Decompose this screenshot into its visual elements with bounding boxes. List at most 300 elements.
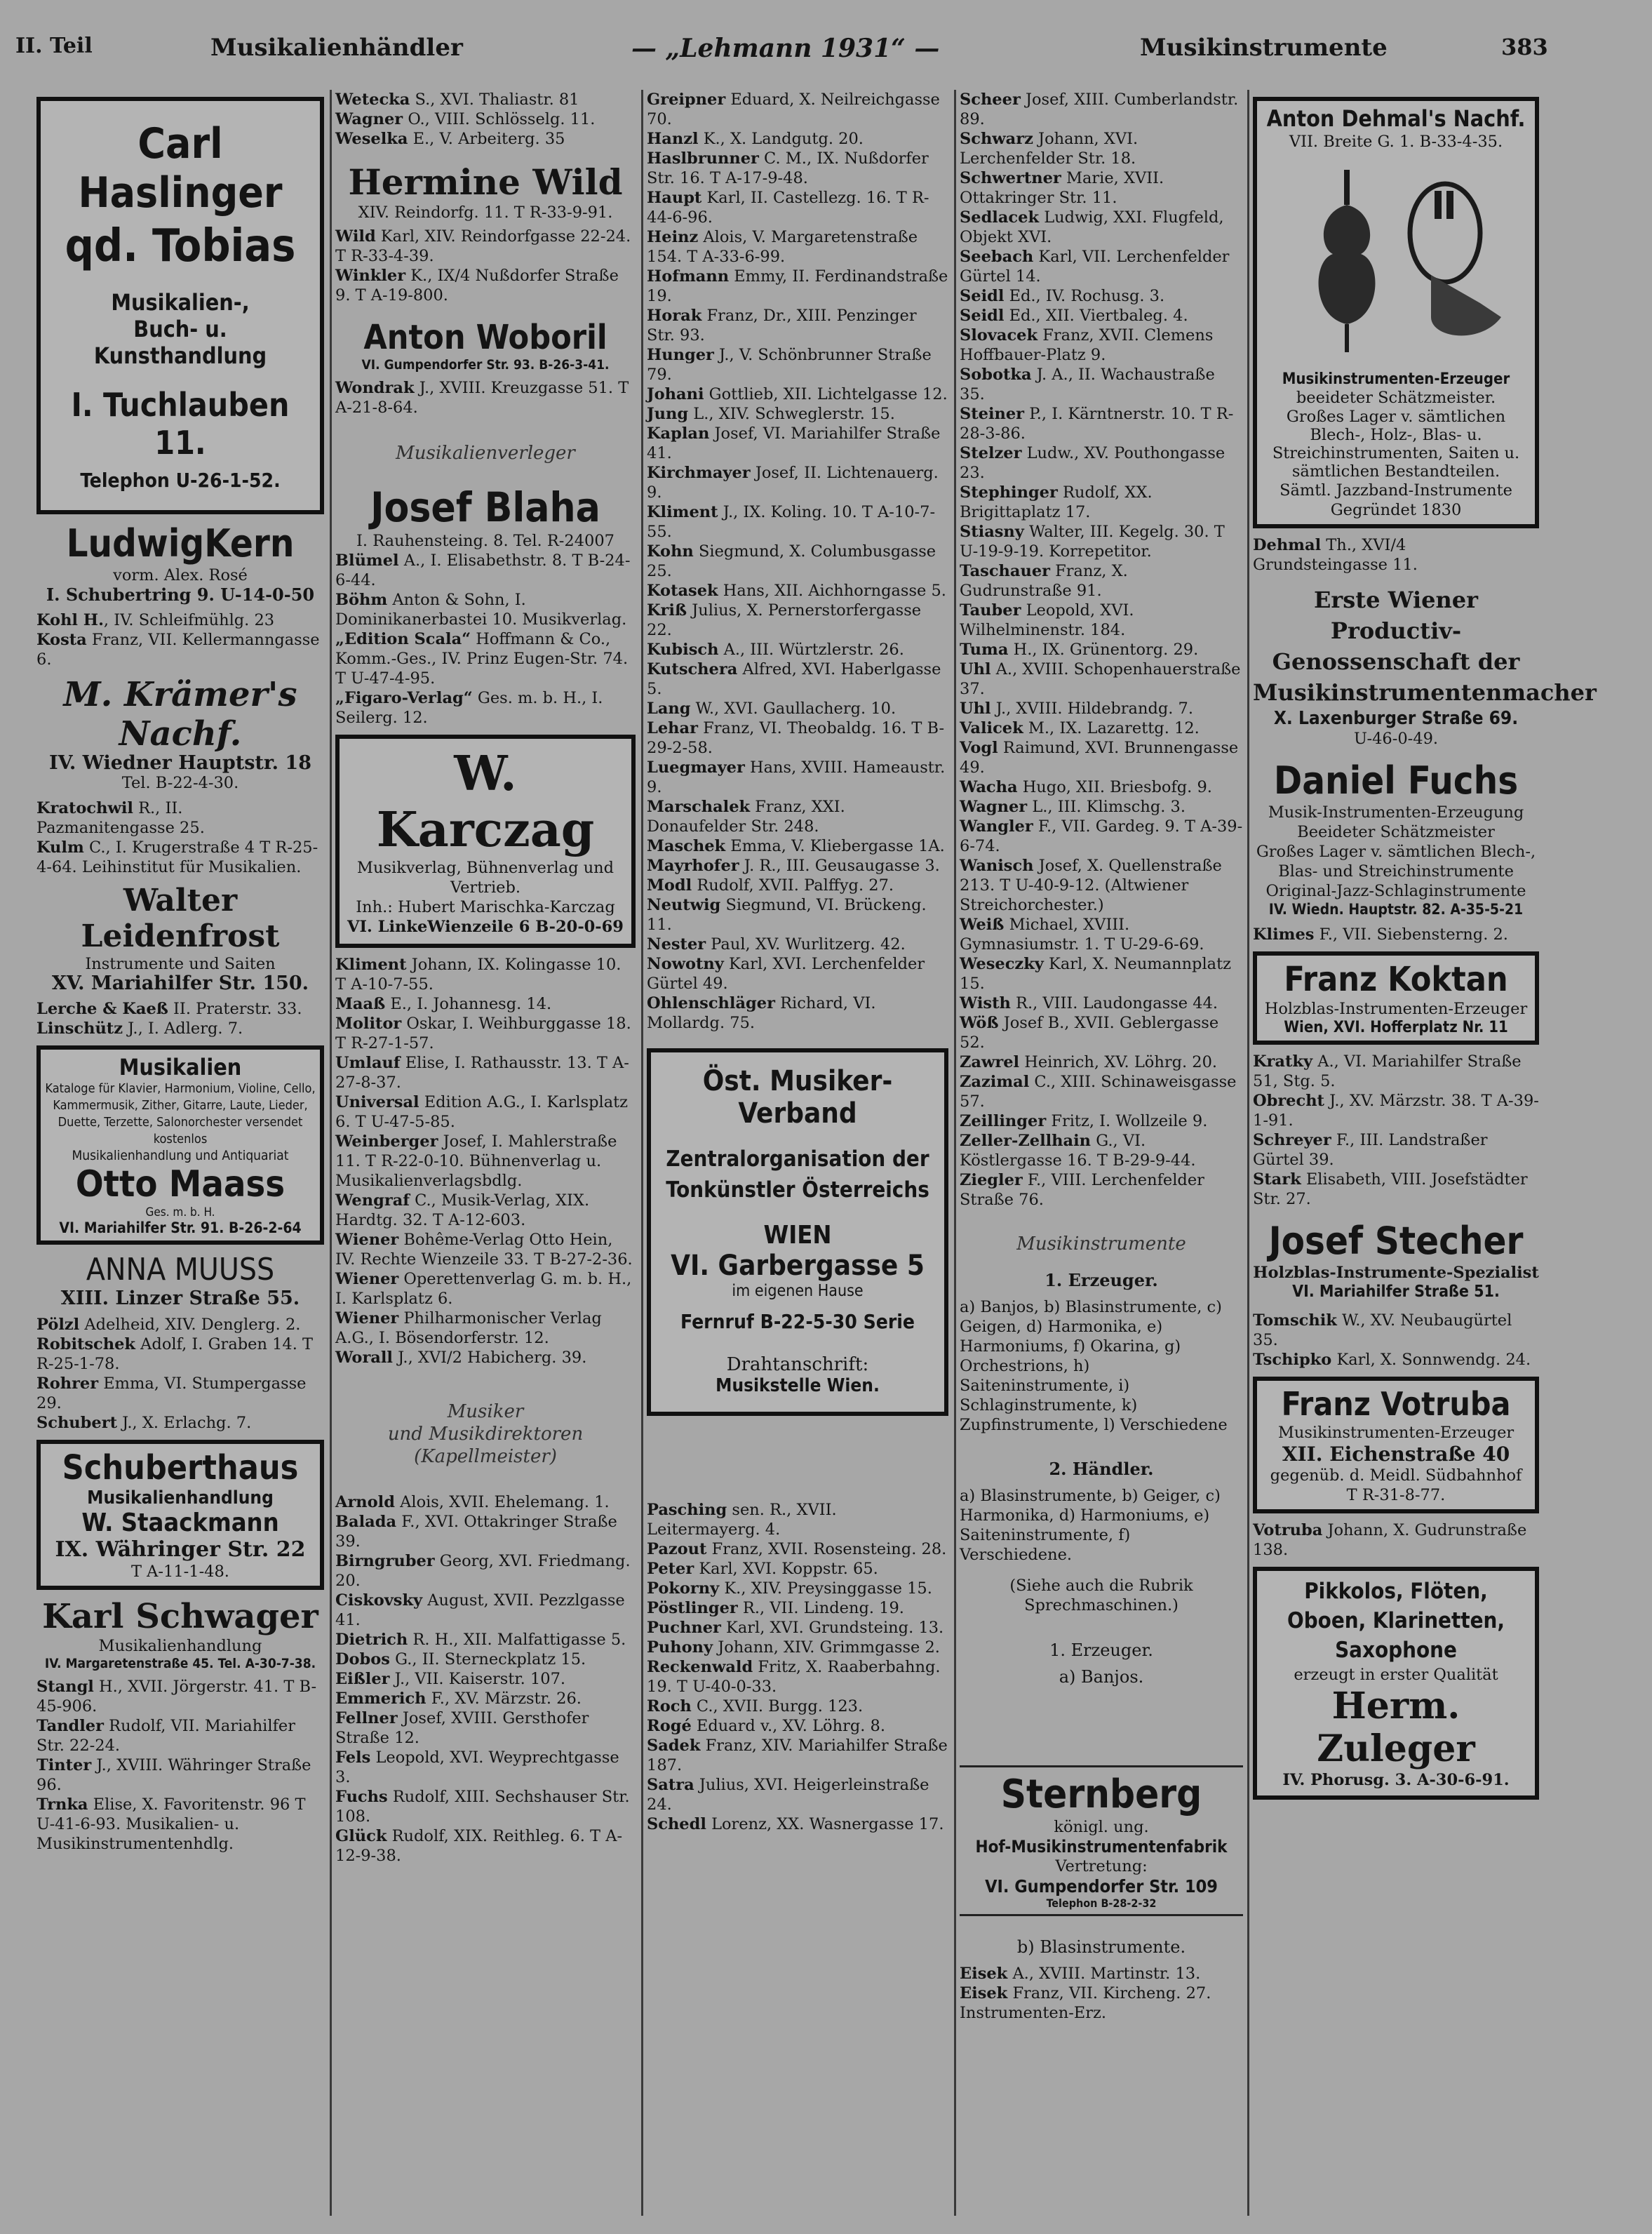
entry-name: Puchner	[647, 1619, 721, 1637]
entry-text: Bohême-Verlag Otto Hein, IV. Rechte Wienzeile 33. T B-27-2-36.	[335, 1231, 633, 1269]
ad-title: Öst. Musiker-Verband	[702, 1065, 893, 1130]
column-rule	[954, 90, 956, 2216]
entry	[36, 1677, 324, 1716]
entry-name: Winkler	[335, 267, 406, 285]
entry-text: F., VIII. Lerchenfelder Straße 76.	[960, 1171, 1204, 1209]
heading-haendler: 2. Händler.	[1049, 1459, 1154, 1479]
ad-title: Anton Woboril	[363, 318, 607, 357]
ad-maass	[36, 1045, 324, 1245]
entry-name: Taschauer	[960, 562, 1051, 580]
ad-phone: Fernruf B-22-5-30 Serie	[680, 1310, 915, 1333]
ad-title: Erste Wiener Productiv-Genossenschaft der Musikinstrumentenmacher	[1253, 587, 1597, 706]
entry	[1253, 1311, 1539, 1350]
entry-text: S., XVI. Thaliastr. 81	[415, 91, 579, 109]
entry-text: Edition A.G., I. Karlsplatz 6. T U-47-5-85.	[335, 1093, 629, 1131]
entry	[647, 267, 948, 306]
entry-text: W., XV. Neubaugürtel 35.	[1253, 1311, 1512, 1349]
entry-text: F., XVI. Ottakringer Straße 39.	[335, 1513, 617, 1551]
entry-name: Kliment	[647, 503, 718, 521]
column-rule	[641, 90, 643, 2216]
entry	[335, 1053, 636, 1092]
entry	[335, 1650, 636, 1669]
entry-text: H., XVII. Jörgerstr. 41. T B-45-906.	[36, 1678, 317, 1715]
page-number: 383	[1501, 34, 1548, 60]
entry	[960, 247, 1243, 286]
entry	[960, 797, 1243, 817]
entry-text: Franz, Dr., XIII. Penzinger Str. 93.	[647, 307, 917, 345]
entry	[335, 1551, 636, 1591]
ad-phone: T A-11-1-48.	[131, 1563, 229, 1581]
entry-text: F., III. Landstraßer Gürtel 39.	[1253, 1131, 1488, 1169]
entry	[1253, 1130, 1539, 1170]
entry	[647, 188, 948, 227]
ad-owner: Inh.: Hubert Marischka-Karczag	[356, 898, 615, 916]
entry-name: Kutschera	[647, 660, 738, 678]
entry-name: Kubisch	[647, 641, 719, 659]
entry-text: Siegmund, X. Columbusgasse 25.	[647, 542, 936, 580]
entry-text: Walter, III. Kegelg. 30. T U-19-9-19. Korrepetitor.	[960, 523, 1225, 561]
ad-address: Wien, XVI. Hofferplatz Nr. 11	[1284, 1019, 1508, 1036]
entry-name: Pokorny	[647, 1579, 720, 1598]
entry-name: Kaplan	[647, 424, 710, 443]
entry	[335, 227, 636, 266]
entry	[960, 522, 1243, 561]
entry-text: Hugo, XII. Briesbofg. 9.	[1022, 778, 1212, 796]
entry-name: Wagner	[335, 110, 403, 128]
entry-name: Obrecht	[1253, 1092, 1324, 1110]
heading-line: (Kapellmeister)	[414, 1446, 557, 1467]
entry-name: Schreyer	[1253, 1131, 1331, 1149]
entry-text: Ed., XII. Viertbaleg. 4.	[1009, 307, 1188, 325]
entry-text: J. R., III. Geusaugasse 3.	[744, 857, 940, 875]
entry	[960, 326, 1243, 365]
entry-name: Schwertner	[960, 169, 1061, 187]
entry	[960, 129, 1243, 168]
entry-name: Robitschek	[36, 1335, 136, 1353]
ad-address: XIV. Reindorfg. 11. T R-33-9-91.	[358, 203, 613, 222]
entry-name: Wisth	[960, 994, 1011, 1012]
ad-company: Herm. Zuleger	[1317, 1685, 1475, 1770]
entry-name: Hunger	[647, 346, 714, 364]
ad-company: Otto Maass	[75, 1163, 286, 1205]
entry	[647, 836, 948, 856]
entry-name: Heinz	[647, 228, 699, 246]
ad-title: Schuberthaus	[62, 1448, 299, 1487]
entry	[647, 1814, 948, 1834]
entry-name: Weseczky	[960, 955, 1044, 973]
entry	[960, 1111, 1243, 1131]
entry	[335, 1669, 636, 1689]
entry-text: Elise, X. Favoritenstr. 96 T U-41-6-93. Musikalien- u. Musikinstrumentenhdlg.	[36, 1795, 306, 1853]
entry	[36, 1755, 324, 1795]
ad-sternberg	[960, 1772, 1243, 1910]
ad-title: W. Karczag	[376, 746, 595, 858]
entry-name: Seidl	[960, 307, 1005, 325]
ad-text: Sämtl. Jazzband-Instrumente	[1280, 481, 1512, 500]
entry-name: Greipner	[647, 91, 726, 109]
entry-text: Karl, VII. Lerchenfelder Gürtel 14.	[960, 248, 1230, 286]
entry-text: II. Praterstr. 33.	[173, 1000, 302, 1018]
ad-text: Musikinstrumenten-Erzeuger	[1282, 370, 1510, 388]
entry-text: Georg, XVI. Friedmang. 20.	[335, 1552, 631, 1590]
entry-text: Johann, IX. Kolingasse 10. T A-10-7-55.	[335, 956, 622, 994]
ad-address: XIII. Linzer Straße 55.	[60, 1287, 300, 1309]
entry-text: Josef, XVIII. Gersthofer Straße 12.	[335, 1709, 589, 1747]
entry-text: J., XVIII. Kreuzgasse 51. T A-21-8-64.	[335, 379, 629, 417]
entry	[647, 345, 948, 384]
entry	[960, 168, 1243, 208]
entry-name: Haupt	[647, 189, 702, 207]
entry-name: Pölzl	[36, 1316, 80, 1334]
entry	[960, 1052, 1243, 1072]
heading-erzeuger-2: 1. Erzeuger.	[1049, 1640, 1153, 1660]
entry	[36, 1716, 324, 1755]
entry-text: Karl, XVI. Grundsteing. 13.	[726, 1619, 944, 1637]
entry-text: Johann, X. Gudrunstraße 138.	[1253, 1521, 1527, 1559]
entry	[647, 895, 948, 935]
entry	[960, 954, 1243, 994]
entry-name: Tomschik	[1253, 1311, 1337, 1330]
entry	[960, 1072, 1243, 1111]
ad-text: Original-Jazz-Schlaginstrumente	[1265, 882, 1526, 900]
entry-name: Fels	[335, 1748, 371, 1767]
entry-name: Arnold	[335, 1493, 395, 1511]
entry-text: Johann, XIV. Grimmgasse 2.	[718, 1638, 940, 1657]
entry	[335, 1787, 636, 1826]
entry-name: Pasching	[647, 1501, 727, 1519]
entry-name: Kohl H.	[36, 611, 104, 629]
ad-kern	[36, 521, 324, 605]
entry-text: Emma, VI. Stumpergasse 29.	[36, 1374, 307, 1412]
entry	[647, 1697, 948, 1716]
entry	[647, 1598, 948, 1618]
entry	[647, 876, 948, 895]
entry-name: Tauber	[960, 601, 1021, 620]
entry-text: Anton & Sohn, I. Dominikanerbastei 10. Musikverlag.	[335, 591, 627, 629]
entry-name: Wiener	[335, 1270, 399, 1288]
entry-text: C., XVII. Burgg. 123.	[696, 1697, 864, 1715]
entry	[335, 1230, 636, 1269]
entry-text: J., VII. Kaiserstr. 107.	[394, 1670, 566, 1688]
ad-text: Ges. m. b. H.	[145, 1205, 215, 1219]
entry-name: Kirchmayer	[647, 464, 751, 482]
entry	[960, 365, 1243, 404]
ad-text: Musikalienhandlung	[87, 1487, 274, 1509]
entry-name: Marschalek	[647, 798, 751, 816]
entry-name: Wild	[335, 227, 376, 246]
entry-name: Wöß	[960, 1014, 999, 1032]
entry-name: Linschütz	[36, 1019, 123, 1038]
entry-name: Stangl	[36, 1678, 94, 1696]
entry-text: Karl, XVI. Lerchenfelder Gürtel 49.	[647, 955, 925, 993]
entry-name: „Figaro-Verlag“	[335, 689, 473, 707]
heading-musiker	[335, 1401, 636, 1467]
entry	[647, 1559, 948, 1579]
entry-name: Mayrhofer	[647, 857, 739, 875]
entry-name: Lehar	[647, 719, 698, 737]
category-list: a) Banjos, b) Blasinstrumente, c) Geigen, d) Harmonika, e) Harmoniums, f) Okarina, g) Orchestrions, h) Saiteninstrumente, i) Schlaginstrumente, k) Zupfinstrumente, l) Verschiedene	[960, 1298, 1228, 1434]
entry-text: Hans, XVIII. Hameaustr. 9.	[647, 758, 946, 796]
entry-text: Emma, V. Kliebergasse 1A.	[730, 837, 945, 855]
ad-haslinger	[36, 97, 324, 514]
entry-text: Adolf, I. Graben 14. T R-25-1-78.	[36, 1335, 314, 1373]
entry-name: Stark	[1253, 1170, 1301, 1189]
entry	[960, 1964, 1243, 1984]
entry-text: Lorenz, XX. Wasnergasse 17.	[711, 1815, 944, 1833]
entry-text: IV. Schleifmühlg. 23	[114, 611, 275, 629]
entry	[960, 90, 1243, 129]
ad-text: Hof-Musikinstrumentenfabrik	[975, 1837, 1228, 1857]
ad-phone: U-46-0-49.	[1353, 730, 1439, 748]
entry-name: Maaß	[335, 995, 386, 1013]
entry-text: E., I. Johannesg. 14.	[390, 995, 552, 1013]
entry-name: Klimes	[1253, 925, 1315, 944]
entry-name: Blümel	[335, 551, 399, 570]
entry	[960, 699, 1243, 718]
entry	[36, 838, 324, 877]
entry-text: Rudolf, XIII. Sechshauser Str. 108.	[335, 1788, 630, 1826]
entry	[960, 443, 1243, 483]
column-2	[335, 90, 636, 2223]
entry-name: Wanisch	[960, 857, 1034, 875]
entry	[36, 798, 324, 838]
ad-text: Holzblas-Instrumenten-Erzeuger	[1264, 1000, 1528, 1018]
entry	[647, 994, 948, 1033]
ad-title: Hermine Wild	[348, 161, 623, 203]
entry-name: Reckenwald	[647, 1658, 753, 1676]
entry-text: Franz, X. Gudrunstraße 91.	[960, 562, 1128, 600]
entry	[647, 1736, 948, 1775]
entry-text: C., I. Krugerstraße 4 T R-25-4-64. Leihinstitut für Musikalien.	[36, 838, 318, 876]
entry	[960, 777, 1243, 797]
entry	[647, 797, 948, 836]
divider	[960, 1765, 1243, 1767]
ad-address: VI. Gumpendorfer Str. 93. B-26-3-41.	[361, 357, 610, 373]
entry	[647, 129, 948, 149]
entry-text: R., II. Pazmanitengasse 25.	[36, 799, 205, 837]
entry-text: A., VI. Mariahilfer Straße 51, Stg. 5.	[1253, 1052, 1522, 1090]
entry-text: J., X. Erlachg. 7.	[122, 1414, 252, 1432]
ad-koktan	[1253, 951, 1539, 1045]
ad-title: Franz Votruba	[1281, 1385, 1511, 1423]
entry-text: Karl, X. Neumannplatz 15.	[960, 955, 1231, 993]
entry-text: Raimund, XVI. Brunnengasse 49.	[960, 739, 1239, 777]
ad-text: Vertretung:	[1055, 1857, 1148, 1875]
entry-name: Tschipko	[1253, 1351, 1332, 1369]
entry-name: Stelzer	[960, 444, 1022, 462]
entry-text: J. A., II. Wachaustraße 35.	[960, 366, 1215, 403]
entry-text: Karl, XVI. Koppstr. 65.	[699, 1560, 878, 1578]
entry-text: G., VI. Köstlergasse 16. T B-29-9-44.	[960, 1132, 1196, 1170]
entry	[960, 738, 1243, 777]
entry	[647, 404, 948, 424]
entry-name: Wagner	[960, 798, 1028, 816]
entry	[647, 954, 948, 994]
entry-text: J., I. Adlerg. 7.	[128, 1019, 243, 1038]
entry	[335, 1591, 636, 1630]
publication-title: — „Lehmann 1931“ —	[631, 34, 940, 63]
entry-name: Pöstlinger	[647, 1599, 738, 1617]
entry-text: Rudolf, XIX. Reithleg. 6. T A-12-9-38.	[335, 1827, 623, 1865]
entry-text: Leopold, XVI. Wilhelminenstr. 184.	[960, 601, 1134, 639]
entry-name: Wiener	[335, 1231, 399, 1249]
ad-title: Sternberg	[1000, 1772, 1202, 1817]
entry	[1253, 535, 1539, 575]
entry-text: J., V. Schönbrunner Straße 79.	[647, 346, 932, 384]
ad-text: königl. ung.	[1054, 1818, 1149, 1836]
part-label: II. Teil	[15, 34, 93, 58]
entry	[647, 227, 948, 267]
entry-text: Josef, XIII. Cumberlandstr. 89.	[960, 91, 1239, 128]
entry	[335, 1492, 636, 1512]
entry	[335, 129, 636, 149]
entry-name: Universal	[335, 1093, 419, 1111]
entry-name: Molitor	[335, 1015, 402, 1033]
entry-name: Kohn	[647, 542, 694, 561]
entry-text: August, XVII. Pezzlgasse 41.	[335, 1591, 625, 1629]
entry	[36, 1335, 324, 1374]
entry-name: Weselka	[335, 130, 408, 148]
entry-text: Alois, XVII. Ehelemang. 1.	[400, 1493, 610, 1511]
entry-text: Marie, XVII. Ottakringer Str. 11.	[960, 169, 1164, 207]
entry	[1253, 925, 1539, 944]
entry	[335, 1309, 636, 1348]
entry-name: Wiener	[335, 1309, 399, 1327]
ad-zuleger	[1253, 1567, 1539, 1800]
entry-text: Gottlieb, XII. Lichtelgasse 12.	[709, 385, 948, 403]
entry-name: Kratky	[1253, 1052, 1313, 1071]
entry-name: Tinter	[36, 1756, 92, 1774]
ad-text: Musikalien-,	[111, 289, 250, 316]
ad-title: Daniel Fuchs	[1273, 758, 1519, 803]
ad-text: Großes Lager v. sämtlichen Blech-, Holz-, Blas- u. Streichinstrumenten, Saiten u. sämtlichen Bestandteilen.	[1272, 408, 1520, 481]
entry	[960, 994, 1243, 1013]
ad-title: M. Krämer's Nachf.	[63, 675, 297, 754]
entry	[647, 660, 948, 699]
entry-name: Luegmayer	[647, 758, 745, 777]
heading-banjos: a) Banjos.	[1059, 1667, 1144, 1687]
entry-text: Franz, VII. Kircheng. 27. Instrumenten-Erz.	[960, 1984, 1211, 2022]
entry-text: Heinrich, XV. Löhrg. 20.	[1024, 1053, 1218, 1071]
entry-text: J., IX. Koling. 10. T A-10-7-55.	[647, 503, 936, 541]
entry	[960, 660, 1243, 699]
entry	[647, 1716, 948, 1736]
entry	[335, 378, 636, 417]
entry	[647, 758, 948, 797]
entry-text: Franz, XVII. Rosensteing. 28.	[711, 1540, 947, 1558]
entry-name: Rohrer	[36, 1374, 99, 1393]
entry-name: Kratochwil	[36, 799, 133, 817]
entry	[647, 699, 948, 718]
entry	[647, 384, 948, 404]
entry-text: M., IX. Lazarettg. 12.	[1028, 719, 1200, 737]
entry	[335, 1748, 636, 1787]
column-1	[36, 90, 324, 2223]
ad-address: VI. Mariahilfer Straße 51.	[1292, 1283, 1500, 1301]
entry-name: Zazimal	[960, 1073, 1030, 1091]
ad-text: Kataloge für Klavier, Harmonium, Violine, Cello, Kammermusik, Zither, Gitarre, Laute, Lieder, Duette, Terzette, Salonorchester versendet kostenlos	[45, 1081, 316, 1146]
entry	[647, 581, 948, 601]
entry-text: G., II. Sterneckplatz 15.	[395, 1650, 586, 1668]
entry-name: Schubert	[36, 1414, 117, 1432]
entry	[647, 306, 948, 345]
ad-address: VI. Mariahilfer Str. 91. B-26-2-64	[59, 1219, 302, 1236]
entry-text: Karl, X. Sonnwendg. 24.	[1336, 1351, 1531, 1369]
entry	[647, 1638, 948, 1657]
entry-name: Sadek	[647, 1737, 701, 1755]
ad-address: XV. Mariahilfer Str. 150.	[51, 972, 309, 994]
entry	[1253, 1170, 1539, 1209]
entry-name: Kosta	[36, 631, 87, 649]
entry-name: Vogl	[960, 739, 998, 757]
entry-text: K., X. Landgutg. 20.	[703, 130, 864, 148]
entry-name: Balada	[335, 1513, 397, 1531]
entry-text: Rudolf, XX. Brigittaplatz 17.	[960, 483, 1153, 521]
entry-name: Böhm	[335, 591, 388, 609]
heading-verleger: Musikalienverleger	[396, 443, 575, 464]
entry-text: Elisabeth, VIII. Josefstädter Str. 27.	[1253, 1170, 1528, 1208]
entry-name: Kriß	[647, 601, 687, 620]
entry-text: A., I. Elisabethstr. 8. T B-24-6-44.	[335, 551, 631, 589]
entry	[647, 1500, 948, 1539]
entry	[335, 1092, 636, 1132]
entry-text: Michael, XVIII. Gymnasiumstr. 1. T U-29-6-69.	[960, 916, 1204, 954]
entry-name: Puhony	[647, 1638, 713, 1657]
ad-text: Buch- u. Kunsthandlung	[93, 316, 267, 369]
entry-text: J., XVIII. Währinger Straße 96.	[36, 1756, 311, 1794]
ad-phone: T R-31-8-77.	[1346, 1486, 1446, 1504]
entry-name: Neutwig	[647, 896, 721, 914]
entry-group	[36, 1677, 324, 1854]
entry-name: Wangler	[960, 817, 1033, 836]
entry	[960, 1170, 1243, 1210]
entry-text: Fritz, X. Raaberbahng. 19. T U-40-0-33.	[647, 1658, 941, 1696]
ad-address: IX. Währinger Str. 22	[55, 1537, 306, 1562]
entry-name: Kotasek	[647, 582, 718, 600]
entry-name: Eisek	[960, 1965, 1008, 1983]
entry-text: Josef B., XVII. Geblergasse 52.	[960, 1014, 1219, 1052]
entry-name: Haslbrunner	[647, 149, 759, 168]
entry-group	[36, 1315, 324, 1433]
entry-text: Ed., IV. Rochusg. 3.	[1009, 287, 1165, 305]
entry-text: K., XIV. Preysinggasse 15.	[724, 1579, 932, 1598]
entry-text: Adelheid, XIV. Denglerg. 2.	[84, 1316, 301, 1334]
entry	[647, 1657, 948, 1697]
ad-title: LudwigKern	[66, 521, 295, 566]
entry-name: Trnka	[36, 1795, 88, 1814]
entry-name: Nester	[647, 935, 706, 954]
ad-text: Drahtanschrift:	[726, 1354, 869, 1375]
ad-address: IV. Wiedn. Hauptstr. 82. A-35-5-21	[1268, 901, 1524, 918]
entry	[335, 688, 636, 728]
ad-text: im eigenen Hause	[732, 1282, 864, 1300]
entry-text: F., VII. Siebensterng. 2.	[1319, 925, 1508, 944]
ad-text: Instrumente und Saiten	[85, 955, 276, 973]
entry	[335, 1014, 636, 1053]
ad-city: WIEN	[763, 1221, 832, 1250]
entry: Kohl H., IV. Schleifmühlg. 23	[36, 611, 275, 629]
heading-erzeuger: 1. Erzeuger.	[1045, 1270, 1158, 1290]
entry	[647, 502, 948, 542]
ad-muuss	[36, 1252, 324, 1309]
entry-text: Operettenverlag G. m. b. H., I. Karlsplatz 6.	[335, 1270, 632, 1308]
entry	[960, 915, 1243, 954]
entry	[1253, 1520, 1539, 1560]
entry	[647, 1775, 948, 1814]
entry-text: Josef, VI. Mariahilfer Straße 41.	[647, 424, 941, 462]
entry-text: W., XVI. Gaullacherg. 10.	[695, 700, 896, 718]
entry-name: Tuma	[960, 641, 1009, 659]
